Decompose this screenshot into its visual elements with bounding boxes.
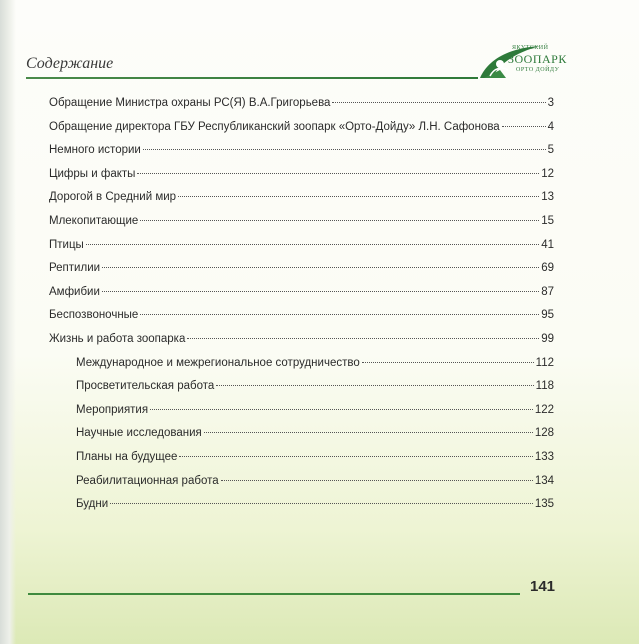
toc-leader-dots bbox=[86, 243, 539, 245]
toc-entry-page: 4 bbox=[547, 121, 554, 133]
toc-leader-dots bbox=[502, 125, 546, 127]
page-number: 141 bbox=[530, 578, 556, 595]
toc-leader-dots bbox=[102, 290, 539, 292]
zoo-logo bbox=[478, 40, 568, 84]
toc-entry[interactable] bbox=[49, 309, 554, 325]
toc-entry-title: Мероприятия bbox=[76, 404, 149, 416]
toc-entry[interactable] bbox=[49, 121, 554, 137]
toc-entry-page: 5 bbox=[547, 144, 554, 156]
toc-leader-dots bbox=[187, 337, 539, 339]
header-divider bbox=[26, 77, 478, 79]
toc-entry-title: Рептилии bbox=[49, 262, 101, 274]
toc-entry[interactable] bbox=[49, 144, 554, 160]
toc-entry-page: 69 bbox=[541, 262, 554, 274]
toc-entry-page: 112 bbox=[535, 357, 554, 369]
toc-entry[interactable] bbox=[76, 451, 554, 467]
toc-entry[interactable] bbox=[76, 380, 554, 396]
toc-entry-title: Немного истории bbox=[49, 144, 141, 156]
toc-entry[interactable] bbox=[49, 168, 554, 184]
toc-entry[interactable] bbox=[76, 427, 554, 443]
toc-entry-page: 13 bbox=[541, 191, 554, 203]
toc-entry-page: 135 bbox=[534, 498, 554, 510]
toc-entry-page: 118 bbox=[535, 380, 554, 392]
toc-entry[interactable] bbox=[76, 357, 554, 373]
toc-entry-title: Будни bbox=[76, 498, 109, 510]
toc-entry-title: Планы на будущее bbox=[76, 451, 178, 463]
footer-divider bbox=[28, 593, 520, 595]
toc-entry-page: 41 bbox=[541, 239, 554, 251]
logo-sub-text: ОРТО ДОЙДУ bbox=[516, 67, 560, 73]
toc-entry-page: 99 bbox=[541, 333, 554, 345]
toc-leader-dots bbox=[216, 384, 533, 386]
toc-entry-title: Просветительская работа bbox=[76, 380, 215, 392]
toc-entry[interactable] bbox=[49, 286, 554, 302]
toc-entry[interactable] bbox=[49, 191, 554, 207]
toc-entry-title: Жизнь и работа зоопарка bbox=[49, 333, 186, 345]
toc-entry[interactable] bbox=[76, 498, 554, 514]
toc-entry[interactable] bbox=[76, 475, 554, 491]
toc-entry[interactable] bbox=[49, 215, 554, 231]
toc-entry-title: Научные исследования bbox=[76, 427, 202, 439]
toc-entry-page: 128 bbox=[534, 427, 554, 439]
section-title: Содержание bbox=[26, 55, 114, 72]
toc-leader-dots bbox=[332, 101, 545, 103]
toc-entry[interactable] bbox=[49, 239, 554, 255]
toc-entry[interactable] bbox=[49, 262, 554, 278]
toc-leader-dots bbox=[102, 266, 539, 268]
logo-top-text: ЯКУТСКИЙ bbox=[512, 45, 549, 51]
toc-entry[interactable] bbox=[49, 97, 554, 113]
toc-leader-dots bbox=[204, 431, 533, 433]
toc-entry-title: Амфибии bbox=[49, 286, 100, 298]
toc-entry-page: 3 bbox=[547, 97, 554, 109]
page-spine-shadow bbox=[0, 0, 16, 644]
toc-entry-title: Беспозвоночные bbox=[49, 309, 139, 321]
toc-entry-title: Обращение Министра охраны РС(Я) В.А.Григорьева bbox=[49, 97, 331, 109]
toc-leader-dots bbox=[143, 148, 546, 150]
toc-leader-dots bbox=[140, 219, 539, 221]
toc-entry-page: 133 bbox=[534, 451, 554, 463]
toc-leader-dots bbox=[179, 455, 532, 457]
toc-entry-title: Реабилитационная работа bbox=[76, 475, 219, 487]
toc-entry[interactable] bbox=[76, 404, 554, 420]
toc-leader-dots bbox=[178, 195, 539, 197]
toc-entry-page: 15 bbox=[541, 215, 554, 227]
toc-entry-title: Дорогой в Средний мир bbox=[49, 191, 177, 203]
toc-leader-dots bbox=[110, 502, 533, 504]
toc-leader-dots bbox=[221, 479, 533, 481]
toc-entry-page: 87 bbox=[541, 286, 554, 298]
toc-entry-title: Обращение директора ГБУ Республиканский зоопарк «Орто-Дойду» Л.Н. Сафонова bbox=[49, 121, 500, 133]
toc-leader-dots bbox=[362, 361, 534, 363]
toc-entry-title: Млекопитающие bbox=[49, 215, 139, 227]
toc-leader-dots bbox=[150, 408, 533, 410]
toc-entry-page: 95 bbox=[541, 309, 554, 321]
toc-leader-dots bbox=[140, 313, 539, 315]
logo-main-text: ЗООПАРК bbox=[508, 52, 567, 66]
toc-entry-page: 12 bbox=[541, 168, 554, 180]
toc-leader-dots bbox=[137, 172, 539, 174]
toc-entry[interactable] bbox=[49, 333, 554, 349]
toc-entry-title: Цифры и факты bbox=[49, 168, 136, 180]
toc-entry-page: 122 bbox=[534, 404, 554, 416]
toc-entry-title: Международное и межрегиональное сотрудничество bbox=[76, 357, 360, 369]
toc-entry-title: Птицы bbox=[49, 239, 84, 251]
toc-entry-page: 134 bbox=[534, 475, 554, 487]
